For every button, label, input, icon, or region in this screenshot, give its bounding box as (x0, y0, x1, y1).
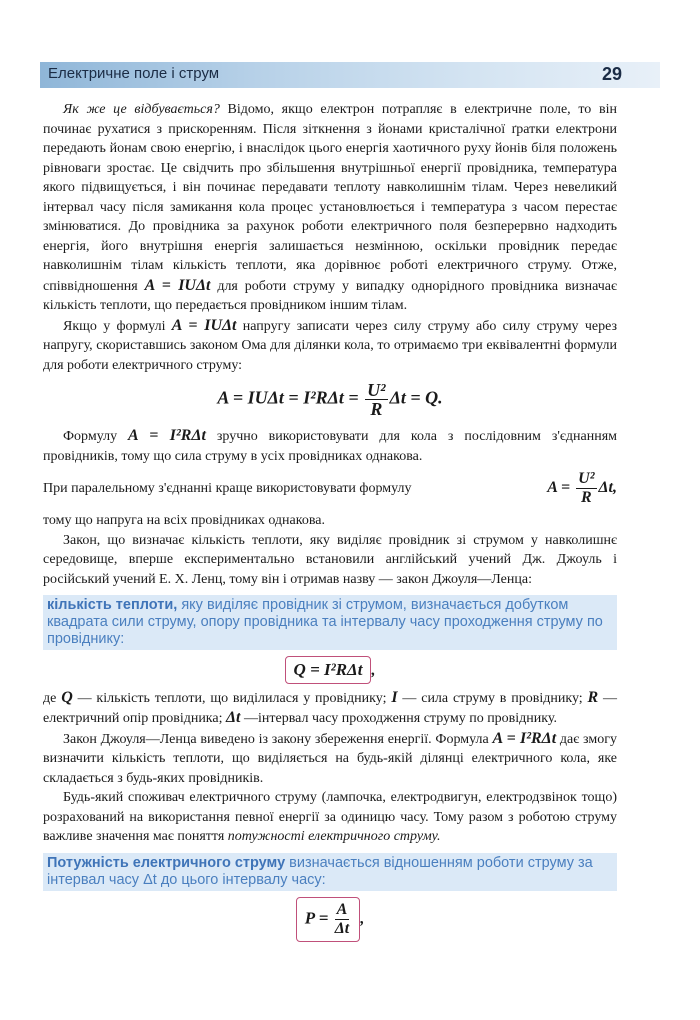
boxed-formula-joule-lenz: Q = I²RΔt , (43, 656, 617, 684)
paragraph-equivalent-formulas: Якщо у формулі A = IUΔt напругу записати через силу струму або силу струму через напругу, скориставшись законом Ома для ділянки кола, то отримаємо три еквівалентні формули для роботи електричного струму: (43, 316, 618, 373)
formula-inline: A = IUΔt (144, 276, 211, 294)
formula-inline: A = I²RΔt (492, 729, 557, 747)
paragraph-series-connection: Формулу A = I²RΔt зручно використовувати для кола з послідовним з'єднанням провідників, тому що сила струму в усіх провідниках однакова. (43, 427, 617, 464)
fraction: $\frac{A}{\Delta t}$ (334, 900, 350, 937)
work-formulas-equation: A = IUΔt = I²RΔt = $\frac{\text{U²}}{R}$ Δt = Q. (217, 380, 443, 419)
paragraph-power-intro: Будь-який споживач електричного струму (лампочка, електродвигун, електродзвінок тощо) розрахований на використання певної енергії за одиницю часу. Тому разом з роботою струму важливе значення має поняття потужності електричного струму. (43, 790, 617, 844)
chapter-title: Електричне поле і струм (48, 65, 220, 82)
definition-heat-quantity: кількість теплоти, яку виділяє провідник зі струмом, визначається добутком квадрата сили струму, опору провідника та інтервалу часу проходження струму по провіднику: (43, 595, 617, 650)
paragraph-variable-definitions: де Q — кількість теплоти, що виділилася у провіднику; I — сила струму в провіднику; R — електричний опір провідника; Δt —інтервал часу проходження струму по провіднику. (43, 688, 618, 726)
formula-box: Q = I²RΔt (285, 656, 372, 684)
formula-inline: A = IUΔt (171, 316, 237, 334)
paragraph-parallel-connection: При паралельному з'єднанні краще використовувати формулу A = $\frac{\text{U²}}{R}$ Δt, (43, 470, 617, 506)
page-number: 29 (601, 64, 622, 84)
formula-box: P = $\frac{A}{\Delta t}$ (296, 897, 361, 942)
definition-power: Потужність електричного струму визначається відношенням роботи струму за інтервал часу Δt до цього інтервалу часу: (43, 853, 617, 891)
lead-question: Як же це відбувається? (63, 102, 220, 117)
formula-inline: A = I²RΔt (128, 427, 206, 444)
paragraph-joule-lenz-history: Закон, що визначає кількість теплоти, яку виділяє провідник зі струмом у навколишнє середовище, вперше експериментально встановили англійський учений Дж. Джоуль і російський учений Е. Х. Ленц, тому він і отримав назву — закон Джоуля—Ленца: (43, 532, 617, 587)
chapter-header (40, 62, 660, 88)
paragraph-heat-mechanism: Як же це відбувається? Відомо, якщо електрон потрапляє в електричне поле, то він починає рухатися з прискоренням. Після зіткнення з йонами кристалічної ґратки електрони передають йонам свою енергію, і внаслідок цього енергія хаотичного руху йонів біля положень рівноваги зростає. Це свідчить про збільшення внутрішньої енергії провідника, температура якого підвищується, і він починає передавати теплоту навколишнім тілам. Через невеликий інтервал часу після замикання кола процес установлюється і температура з часом перестає змінюватися. До провідника за рахунок роботи електричного поля безперервно надходить енергія, його внутрішня енергія залишається незмінною, оскільки провідник передає навколишнім тілам кількість теплоти, яка дорівнює роботі електричного струму. Отже, співвідношення A = IUΔt для роботи струму у випадку однорідного провідника визначає кількість теплоти, що передається провідником іншим тілам. (43, 102, 617, 313)
page-body (43, 100, 617, 946)
paragraph-parallel-continuation: тому що напруга на всіх провідниках однакова. (43, 513, 325, 528)
boxed-formula-power: P = $\frac{A}{\Delta t}$ , (43, 897, 617, 942)
fraction: $\frac{\text{U²}}{R}$ (367, 380, 386, 419)
formula-parallel: A = $\frac{\text{U²}}{R}$ Δt, (547, 470, 617, 506)
paragraph-energy-conservation: Закон Джоуля—Ленца виведено із закону збереження енергії. Формула A = I²RΔt дає змогу визначити кількість теплоти, що виділяється на будь-якій ділянці електричного кола, яке складається з будь-яких провідників. (43, 729, 617, 786)
fraction: $\frac{\text{U²}}{R}$ (578, 470, 595, 506)
